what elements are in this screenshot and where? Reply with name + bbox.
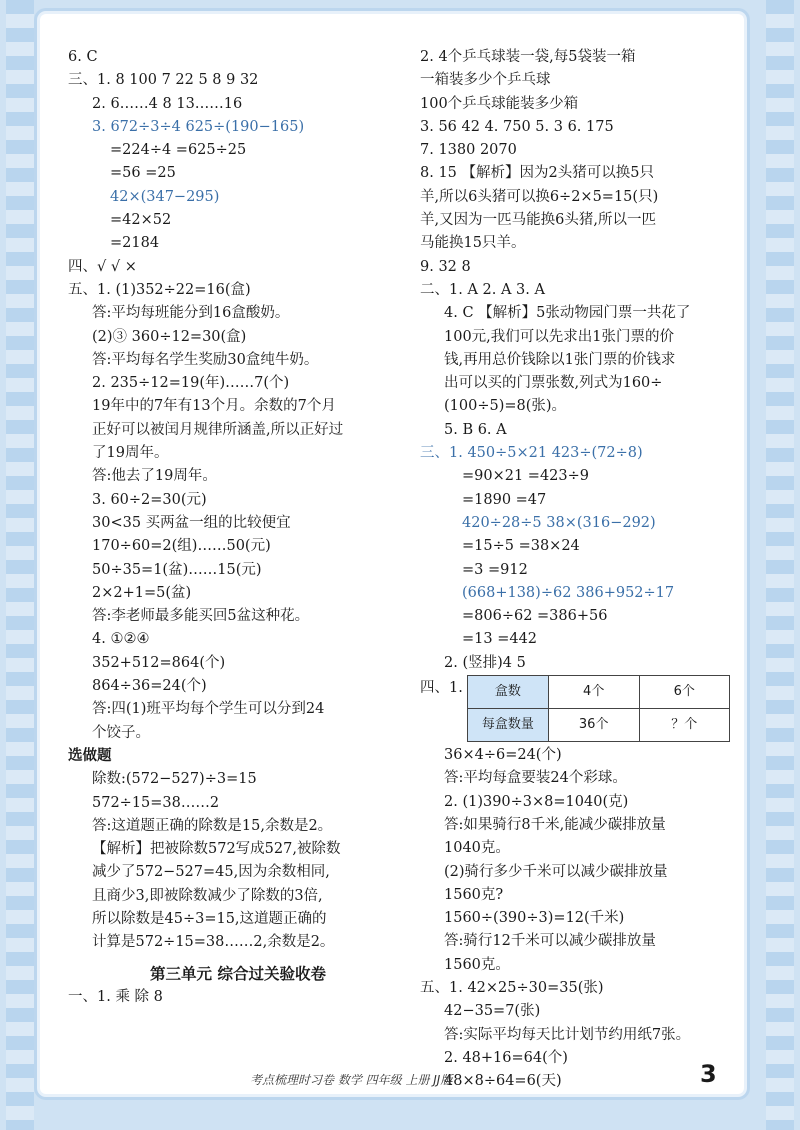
answer-line: 2. (竖排)4 5	[444, 654, 526, 671]
answer-line: 了19周年。	[92, 445, 169, 462]
answer-line: 马能换15只羊。	[420, 235, 526, 252]
answer-line: 50÷35=1(盆)……15(元)	[92, 561, 262, 578]
answer-line: 2×2+1=5(盆)	[92, 584, 192, 601]
table-block	[420, 675, 730, 744]
answer-line: =3 =912	[462, 561, 528, 578]
answer-line: 一、1. 乘 除 8	[68, 988, 163, 1005]
answer-line: 2. 6……4 8 13……16	[92, 95, 243, 112]
answer-line: 减少了572−527=45,因为余数相同,	[92, 864, 330, 881]
answer-line: 2. (1)390÷3×8=1040(克)	[444, 793, 629, 810]
answer-line: 2. 4个乒乓球装一袋,每5袋装一箱	[420, 49, 636, 65]
answer-line: 352+512=864(个)	[92, 654, 226, 671]
answer-line: 2. 48+16=64(个)	[444, 1049, 568, 1066]
table-label: 四、1.	[420, 680, 463, 697]
answer-line: 除数:(572−527)÷3=15	[92, 771, 257, 788]
answer-line: 计算是572÷15=38……2,余数是2。	[92, 934, 335, 951]
answer-line: 四、√ √ ×	[68, 258, 137, 275]
answer-line: =806÷62 =386+56	[462, 608, 608, 625]
table-cell: 36个	[548, 709, 639, 742]
answer-line: 2. 235÷12=19(年)……7(个)	[92, 375, 290, 392]
answer-line: 【解析】把被除数572写成527,被除数	[92, 841, 341, 858]
answer-line: 答:这道题正确的除数是15,余数是2。	[92, 817, 333, 834]
answer-line: 答:平均每盒要装24个彩球。	[444, 770, 627, 787]
page-number: 3	[700, 1060, 717, 1088]
answer-line: 420÷28÷5 38×(316−292)	[462, 514, 656, 531]
answer-line: (100÷5)=8(张)。	[444, 398, 567, 415]
table-row	[467, 709, 729, 742]
answer-line: 864÷36=24(个)	[92, 678, 207, 695]
page-footer: 考点梳理时习卷 数学 四年级 上册 JJ版	[250, 1073, 453, 1087]
answer-line: 9. 32 8	[420, 258, 471, 275]
answer-line: 二、1. A 2. A 3. A	[420, 281, 545, 298]
left-answer-column	[68, 46, 408, 1009]
answer-line: 答:平均每名学生奖励30盒纯牛奶。	[92, 351, 319, 368]
answer-line: =13 =442	[462, 631, 538, 648]
answer-line: 42×(347−295)	[110, 188, 220, 205]
answer-line: 3. 60÷2=30(元)	[92, 491, 207, 508]
answer-line: 所以除数是45÷3=15,这道题正确的	[92, 910, 327, 927]
answer-line: 19年中的7年有13个月。余数的7个月	[92, 398, 336, 415]
answer-line: (2)③ 360÷12=30(盒)	[92, 328, 247, 345]
section-title: 第三单元 综合过关验收卷	[150, 964, 326, 983]
answer-line: 100个乒乓球能装多少箱	[420, 95, 579, 112]
answer-line: 选做题	[68, 747, 112, 764]
answer-line: 30<35 买两盆一组的比较便宜	[92, 514, 291, 531]
answer-line: 五、1. (1)352÷22=16(盒)	[68, 281, 251, 298]
answer-line: 4. ①②④	[92, 631, 150, 648]
answer-line: 42−35=7(张)	[444, 1003, 541, 1020]
answer-line: (668+138)÷62 386+952÷17	[462, 584, 675, 601]
answer-line: 一箱装多少个乒乓球	[420, 72, 551, 89]
answer-line: 48×8÷64=6(天)	[444, 1073, 562, 1090]
answer-line: 答:四(1)班平均每个学生可以分到24	[92, 701, 325, 718]
answer-line: 100元,我们可以先求出1张门票的价	[444, 328, 675, 345]
table-cell: ？个	[639, 709, 729, 742]
table-cell: 4个	[548, 676, 639, 709]
answer-line: 36×4÷6=24(个)	[444, 747, 562, 764]
answer-line: 1560克。	[444, 956, 510, 973]
answer-line: 答:平均每班能分到16盒酸奶。	[92, 305, 290, 322]
answer-line: 答:实际平均每天比计划节约用纸7张。	[444, 1026, 691, 1043]
answer-line: 170÷60=2(组)……50(元)	[92, 538, 271, 555]
table-cell: 6个	[639, 676, 729, 709]
answer-line: 答:李老师最多能买回5盆这种花。	[92, 608, 310, 625]
answer-line: =2184	[110, 235, 160, 252]
answer-line: 羊,所以6头猪可以换6÷2×5=15(只)	[420, 188, 659, 205]
answer-line: 1560克?	[444, 886, 504, 903]
answer-line: 3. 672÷3÷4 625÷(190−165)	[92, 118, 305, 135]
answer-line: 正好可以被闰月规律所涵盖,所以正好过	[92, 421, 344, 438]
answer-line: 羊,又因为一匹马能换6头猪,所以一匹	[420, 212, 656, 229]
answer-line: 三、1. 450÷5×21 423÷(72÷8)	[420, 445, 643, 462]
answer-line: 1040克。	[444, 840, 510, 857]
left-lines	[68, 46, 408, 955]
answer-line: 1560÷(390÷3)=12(千米)	[444, 910, 625, 927]
answer-line: =15÷5 =38×24	[462, 538, 580, 555]
answer-line: 572÷15=38……2	[92, 794, 220, 811]
quantity-table	[467, 675, 730, 742]
answer-line: =90×21 =423÷9	[462, 468, 590, 485]
answer-line: 出可以买的门票张数,列式为160÷	[444, 375, 663, 392]
table-row	[467, 676, 729, 709]
right-answer-column	[420, 46, 730, 1093]
answer-line: 三、1. 8 100 7 22 5 8 9 32	[68, 72, 259, 89]
page-border-right	[766, 0, 794, 1130]
answer-line: =42×52	[110, 212, 172, 229]
right-bottom-lines	[420, 744, 730, 1093]
answer-line: 且商少3,即被除数减少了除数的3倍,	[92, 887, 323, 904]
answer-line: 8. 15 【解析】因为2头猪可以换5只	[420, 165, 654, 182]
answer-line: 个饺子。	[92, 724, 150, 741]
answer-line: 答:骑行12千米可以减少碳排放量	[444, 933, 656, 950]
answer-line: 5. B 6. A	[444, 421, 507, 438]
answer-line: =56 =25	[110, 165, 176, 182]
answer-line: 答:如果骑行8千米,能减少碳排放量	[444, 816, 666, 833]
right-top-lines	[420, 46, 730, 675]
answer-line: =1890 =47	[462, 491, 547, 508]
page-border-left	[6, 0, 34, 1130]
table-cell: 盒数	[467, 676, 548, 709]
answer-line: 钱,再用总价钱除以1张门票的价钱求	[444, 351, 676, 368]
answer-line: =224÷4 =625÷25	[110, 142, 247, 159]
answer-line: 6. C	[68, 49, 98, 65]
answer-line: 3. 56 42 4. 750 5. 3 6. 175	[420, 118, 614, 135]
answer-line: 7. 1380 2070	[420, 142, 517, 159]
answer-line: 五、1. 42×25÷30=35(张)	[420, 979, 604, 996]
answer-line: 答:他去了19周年。	[92, 468, 217, 485]
answer-line: 4. C 【解析】5张动物园门票一共花了	[444, 305, 691, 322]
table-cell: 每盒数量	[467, 709, 548, 742]
answer-line: (2)骑行多少千米可以减少碳排放量	[444, 863, 668, 880]
